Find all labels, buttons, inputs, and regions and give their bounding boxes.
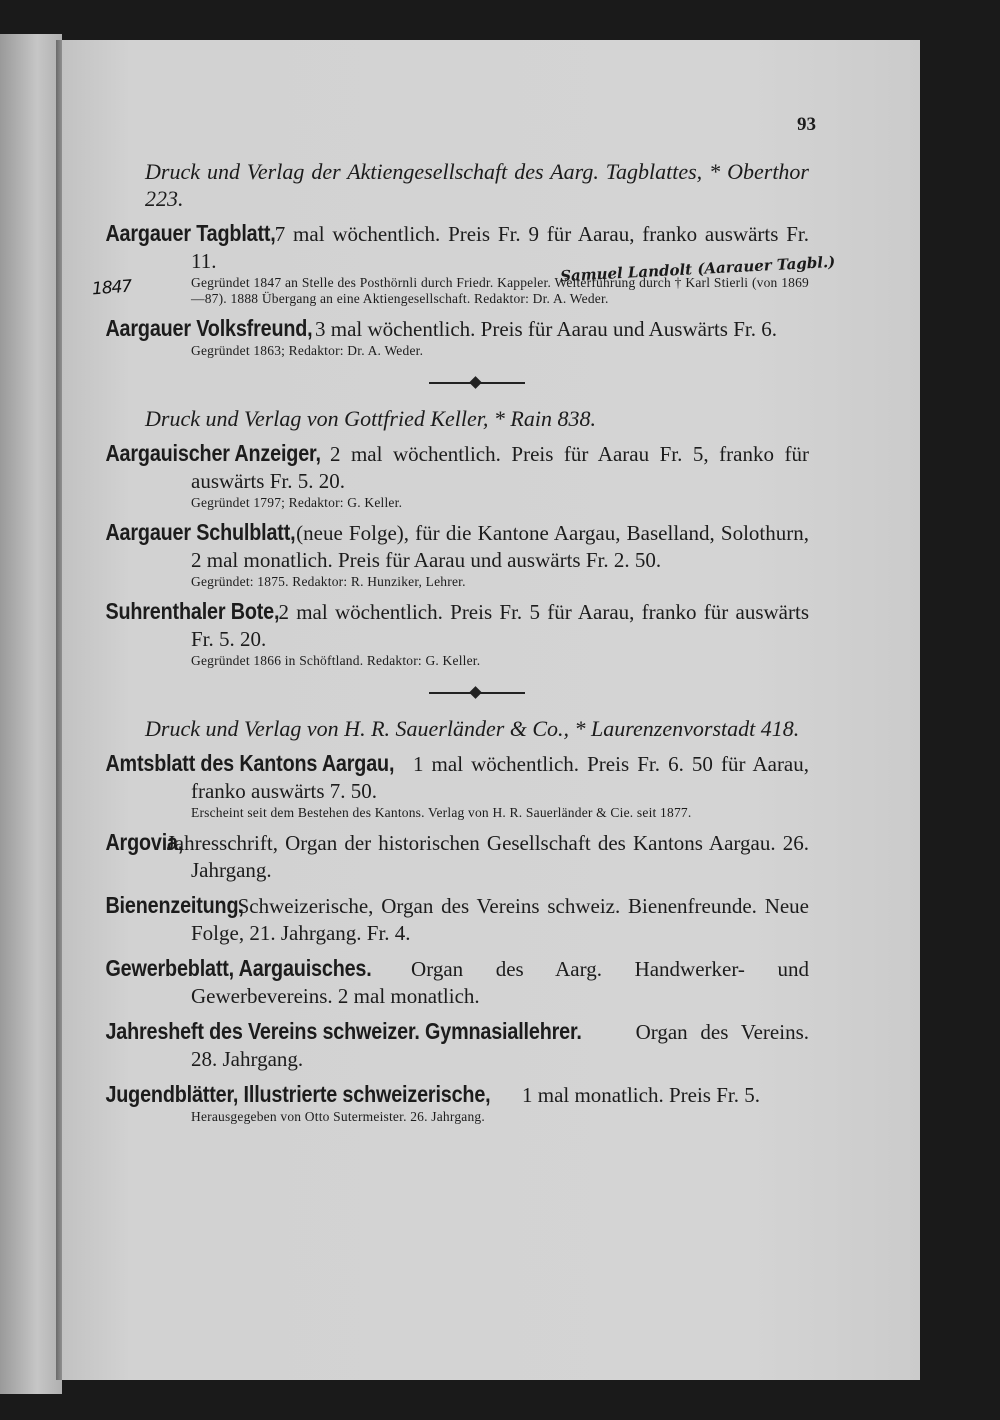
entry-note: Gegründet 1847 an Stelle des Posthörnli durch Friedr. Kappeler. Weiterführung durch † Karl Stierli (von 1869—87). 1888 Übergang an eine Aktiengesellschaft. Redaktor: Dr. A. Weder.: [191, 275, 809, 306]
left-page-edge: [0, 34, 62, 1394]
entry-title: Aargauer Volksfreund,: [105, 315, 313, 341]
entry-note: Gegründet 1866 in Schöftland. Redaktor: G. Keller.: [191, 653, 481, 668]
entry-text: Organ des Vereins. 28. Jahrgang.: [191, 1020, 809, 1071]
entry-title: Aargauer Tagblatt,: [105, 220, 276, 246]
periodical-entry: [105, 598, 809, 669]
entry-note: Gegründet: 1875. Redaktor: R. Hunziker, Lehrer.: [191, 574, 466, 589]
entry-text: 7 mal wöchentlich. Preis Fr. 9 für Aarau, franko auswärts Fr. 11.: [191, 222, 809, 273]
entry-text: Jahresschrift, Organ der historischen Gesellschaft des Kantons Aargau. 26. Jahrgang.: [166, 831, 809, 882]
periodical-entry: [105, 1018, 809, 1073]
periodical-entry: [105, 220, 809, 307]
handwritten-margin-year: 1847: [91, 276, 132, 300]
entry-title: Bienenzeitung,: [105, 892, 244, 918]
entry-text: (neue Folge), für die Kantone Aargau, Baselland, Solothurn, 2 mal monatlich. Preis für Aarau und auswärts Fr. 2. 50.: [191, 521, 810, 572]
entry-title: Aargauer Schulblatt,: [105, 519, 296, 545]
entry-title: Suhrenthaler Bote,: [105, 598, 280, 624]
entry-text: 2 mal wöchentlich. Preis für Aarau Fr. 5, franko für auswärts Fr. 5. 20.: [191, 442, 809, 493]
entry-text: Organ des Aarg. Handwerker- und Gewerbevereins. 2 mal monatlich.: [191, 957, 809, 1008]
entry-text: 2 mal wöchentlich. Preis Fr. 5 für Aarau, franko für auswärts Fr. 5. 20.: [191, 600, 809, 651]
page-number: 93: [797, 114, 816, 135]
entry-text: 1 mal wöchentlich. Preis Fr. 6. 50 für Aarau, franko auswärts 7. 50.: [191, 752, 810, 803]
entry-note: Herausgegeben von Otto Sutermeister. 26. Jahrgang.: [191, 1109, 485, 1124]
handwritten-annotation: Samuel Landolt (Aarauer Tagbl.): [559, 252, 836, 286]
entry-text: 1 mal monatlich. Preis Fr. 5.: [521, 1083, 760, 1107]
periodical-entry: [105, 519, 810, 590]
publisher-heading: Druck und Verlag von H. R. Sauerländer & Co., * Laurenzenvorstadt 418.: [145, 716, 800, 741]
section-separator: [145, 365, 809, 401]
entry-note: Gegründet 1797; Redaktor: G. Keller.: [191, 495, 403, 510]
entry-text: Schweizerische, Organ des Vereins schweiz. Bienenfreunde. Neue Folge, 21. Jahrgang. Fr. 4.: [191, 894, 809, 945]
section-separator: [145, 675, 809, 711]
entry-title: Argovia,: [105, 829, 184, 855]
page-content: [105, 158, 810, 1125]
periodical-entry: [105, 750, 810, 821]
entry-title: Jahresheft des Vereins schweizer. Gymnasiallehrer.: [105, 1018, 582, 1044]
periodical-entry: [105, 1081, 809, 1125]
periodical-entry: [105, 829, 809, 884]
entry-text: 3 mal wöchentlich. Preis für Aarau und Auswärts Fr. 6.: [315, 317, 777, 341]
entry-note: Erscheint seit dem Bestehen des Kantons. Verlag von H. R. Sauerländer & Cie. seit 1877.: [191, 805, 692, 820]
entry-note: Gegründet 1863; Redaktor: Dr. A. Weder.: [191, 343, 424, 358]
entry-title: Amtsblatt des Kantons Aargau,: [105, 750, 395, 776]
periodical-entry: [105, 955, 809, 1010]
periodical-entry: [105, 440, 809, 511]
entry-title: Gewerbeblatt, Aargauisches.: [105, 955, 372, 981]
periodical-entry: [105, 892, 809, 947]
entry-title: Aargauischer Anzeiger,: [105, 440, 321, 466]
entry-title: Jugendblätter, Illustrierte schweizerische,: [105, 1081, 491, 1107]
publisher-heading: Druck und Verlag von Gottfried Keller, * Rain 838.: [145, 406, 596, 431]
publisher-heading: Druck und Verlag der Aktiengesellschaft des Aarg. Tagblattes, * Oberthor 223.: [145, 159, 809, 211]
periodical-entry: [105, 315, 809, 359]
